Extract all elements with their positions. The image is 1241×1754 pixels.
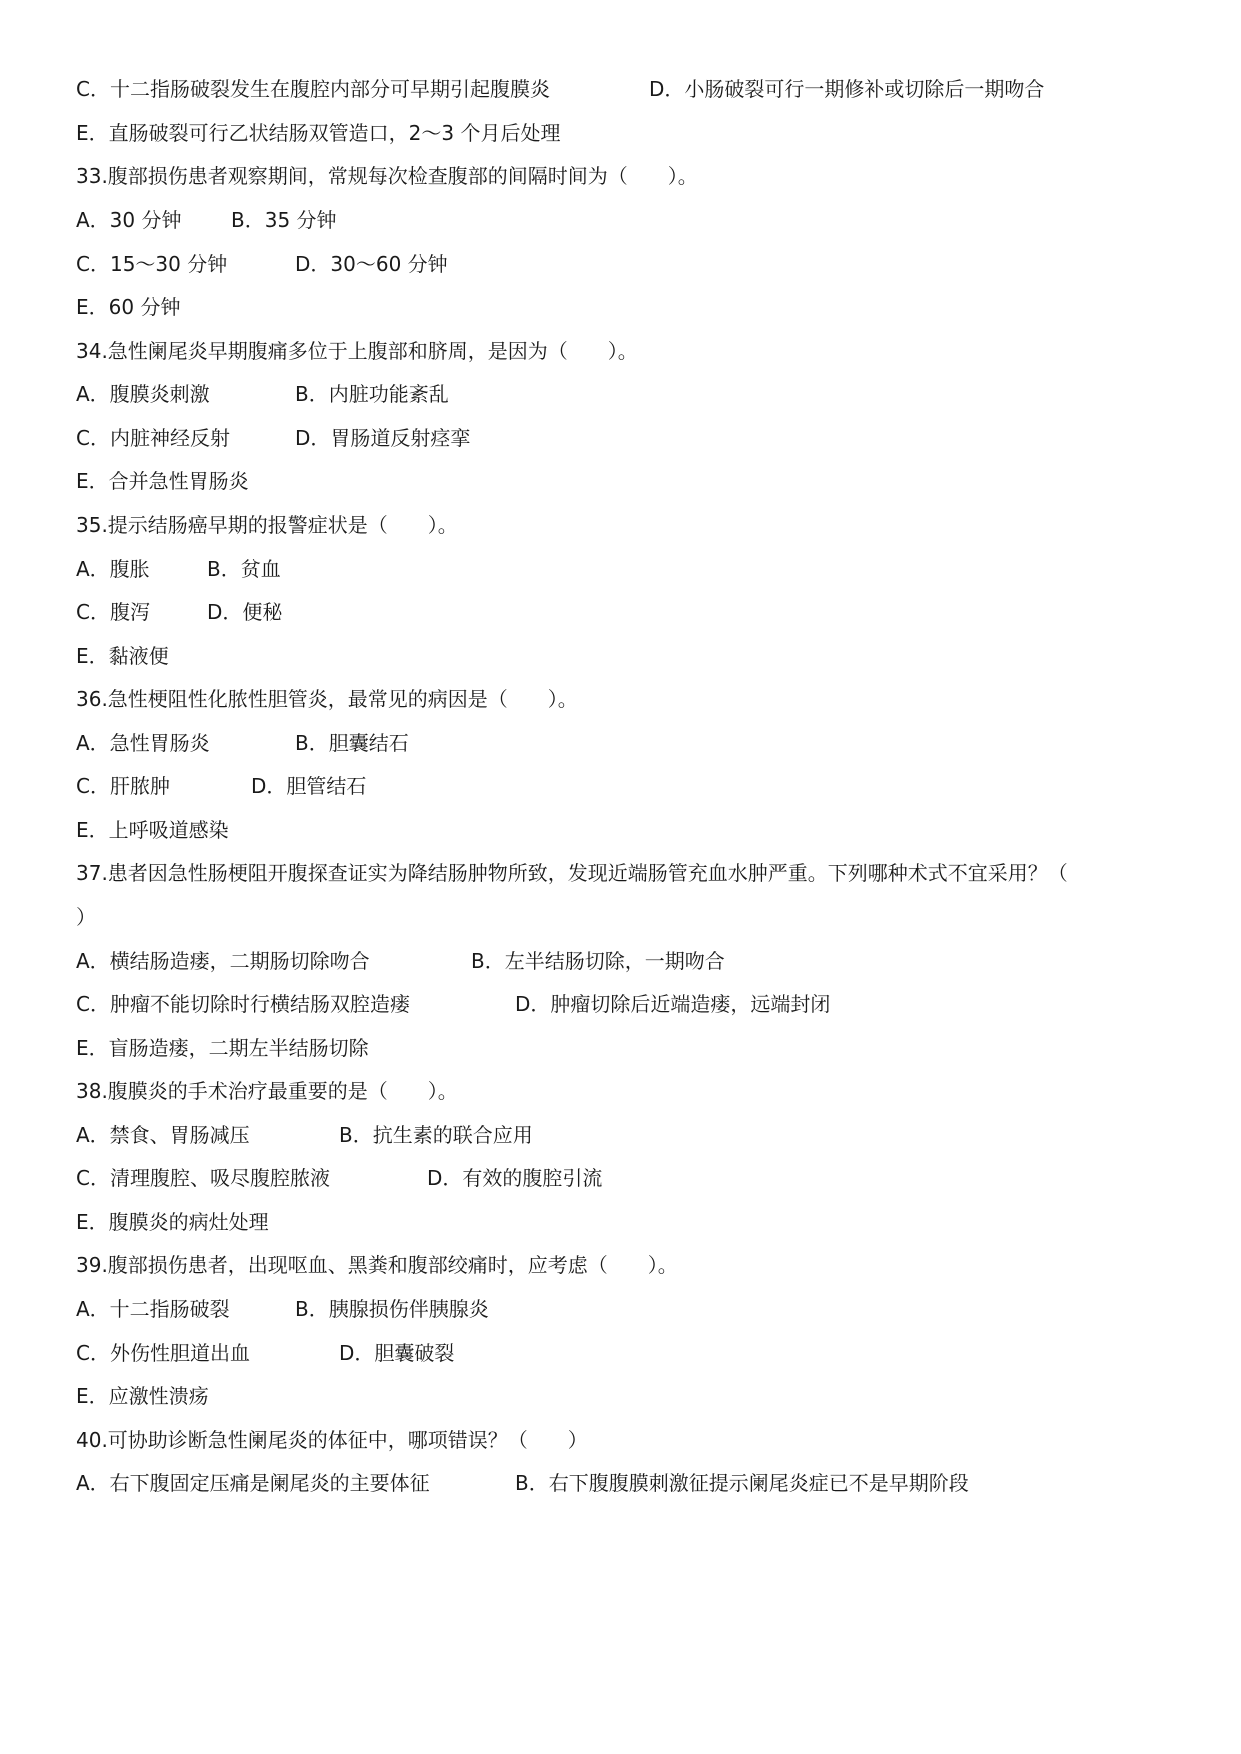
question-34: 34.急性阑尾炎早期腹痛多位于上腹部和脐周，是因为（ ）。 [76, 339, 638, 363]
option-b: B．内脏功能紊乱 [295, 382, 449, 406]
option-a: A．腹胀 [76, 557, 150, 581]
option-a: A．横结肠造瘘，二期肠切除吻合 [76, 949, 370, 973]
option-c: C．腹泻 [76, 600, 150, 624]
option-d: D．有效的腹腔引流 [427, 1166, 603, 1190]
option-b: B．左半结肠切除，一期吻合 [471, 949, 725, 973]
option-e: E．盲肠造瘘，二期左半结肠切除 [76, 1036, 369, 1060]
option-e: E．上呼吸道感染 [76, 818, 229, 842]
option-a: A．急性胃肠炎 [76, 731, 210, 755]
question-35: 35.提示结肠癌早期的报警症状是（ ）。 [76, 513, 458, 537]
option-c: C．外伤性胆道出血 [76, 1341, 250, 1365]
question-39: 39.腹部损伤患者，出现呕血、黑粪和腹部绞痛时，应考虑（ ）。 [76, 1253, 678, 1277]
option-b: B．胆囊结石 [295, 731, 409, 755]
option-e: E．腹膜炎的病灶处理 [76, 1210, 269, 1234]
option-d: D．胆囊破裂 [339, 1341, 455, 1365]
option-c: C．肿瘤不能切除时行横结肠双腔造瘘 [76, 992, 410, 1016]
option-a: A．腹膜炎刺激 [76, 382, 210, 406]
option-a: A．右下腹固定压痛是阑尾炎的主要体征 [76, 1471, 430, 1495]
option-b: B．右下腹腹膜刺激征提示阑尾炎症已不是早期阶段 [515, 1471, 969, 1495]
option-d: D．肿瘤切除后近端造瘘，远端封闭 [515, 992, 831, 1016]
option-d: D．小肠破裂可行一期修补或切除后一期吻合 [649, 77, 1045, 101]
option-d: D．便秘 [207, 600, 283, 624]
option-e: E．直肠破裂可行乙状结肠双管造口，2～3 个月后处理 [76, 121, 561, 145]
option-e: E．合并急性胃肠炎 [76, 469, 249, 493]
option-e: E．60 分钟 [76, 295, 181, 319]
option-d: D．30～60 分钟 [295, 252, 448, 276]
question-38: 38.腹膜炎的手术治疗最重要的是（ ）。 [76, 1079, 458, 1103]
option-c: C．15～30 分钟 [76, 252, 228, 276]
question-40: 40.可协助诊断急性阑尾炎的体征中，哪项错误？（ ） [76, 1428, 588, 1452]
option-d: D．胆管结石 [251, 774, 367, 798]
option-b: B．胰腺损伤伴胰腺炎 [295, 1297, 489, 1321]
option-c: C．内脏神经反射 [76, 426, 230, 450]
option-c: C．清理腹腔、吸尽腹腔脓液 [76, 1166, 330, 1190]
option-c: C．十二指肠破裂发生在腹腔内部分可早期引起腹膜炎 [76, 77, 550, 101]
question-37: 37.患者因急性肠梗阻开腹探查证实为降结肠肿物所致，发现近端肠管充血水肿严重。下列哪种术式不宜采用？（ [76, 861, 1068, 885]
option-c: C．肝脓肿 [76, 774, 170, 798]
option-b: B．35 分钟 [231, 208, 337, 232]
option-a: A．十二指肠破裂 [76, 1297, 230, 1321]
option-e: E．黏液便 [76, 644, 169, 668]
question-37-continued: ） [76, 905, 96, 929]
option-e: E．应激性溃疡 [76, 1384, 209, 1408]
option-b: B．抗生素的联合应用 [339, 1123, 533, 1147]
option-a: A．30 分钟 [76, 208, 182, 232]
option-d: D．胃肠道反射痉挛 [295, 426, 471, 450]
option-a: A．禁食、胃肠减压 [76, 1123, 250, 1147]
question-36: 36.急性梗阻性化脓性胆管炎，最常见的病因是（ ）。 [76, 687, 578, 711]
question-33: 33.腹部损伤患者观察期间，常规每次检查腹部的间隔时间为（ ）。 [76, 164, 698, 188]
option-b: B．贫血 [207, 557, 281, 581]
